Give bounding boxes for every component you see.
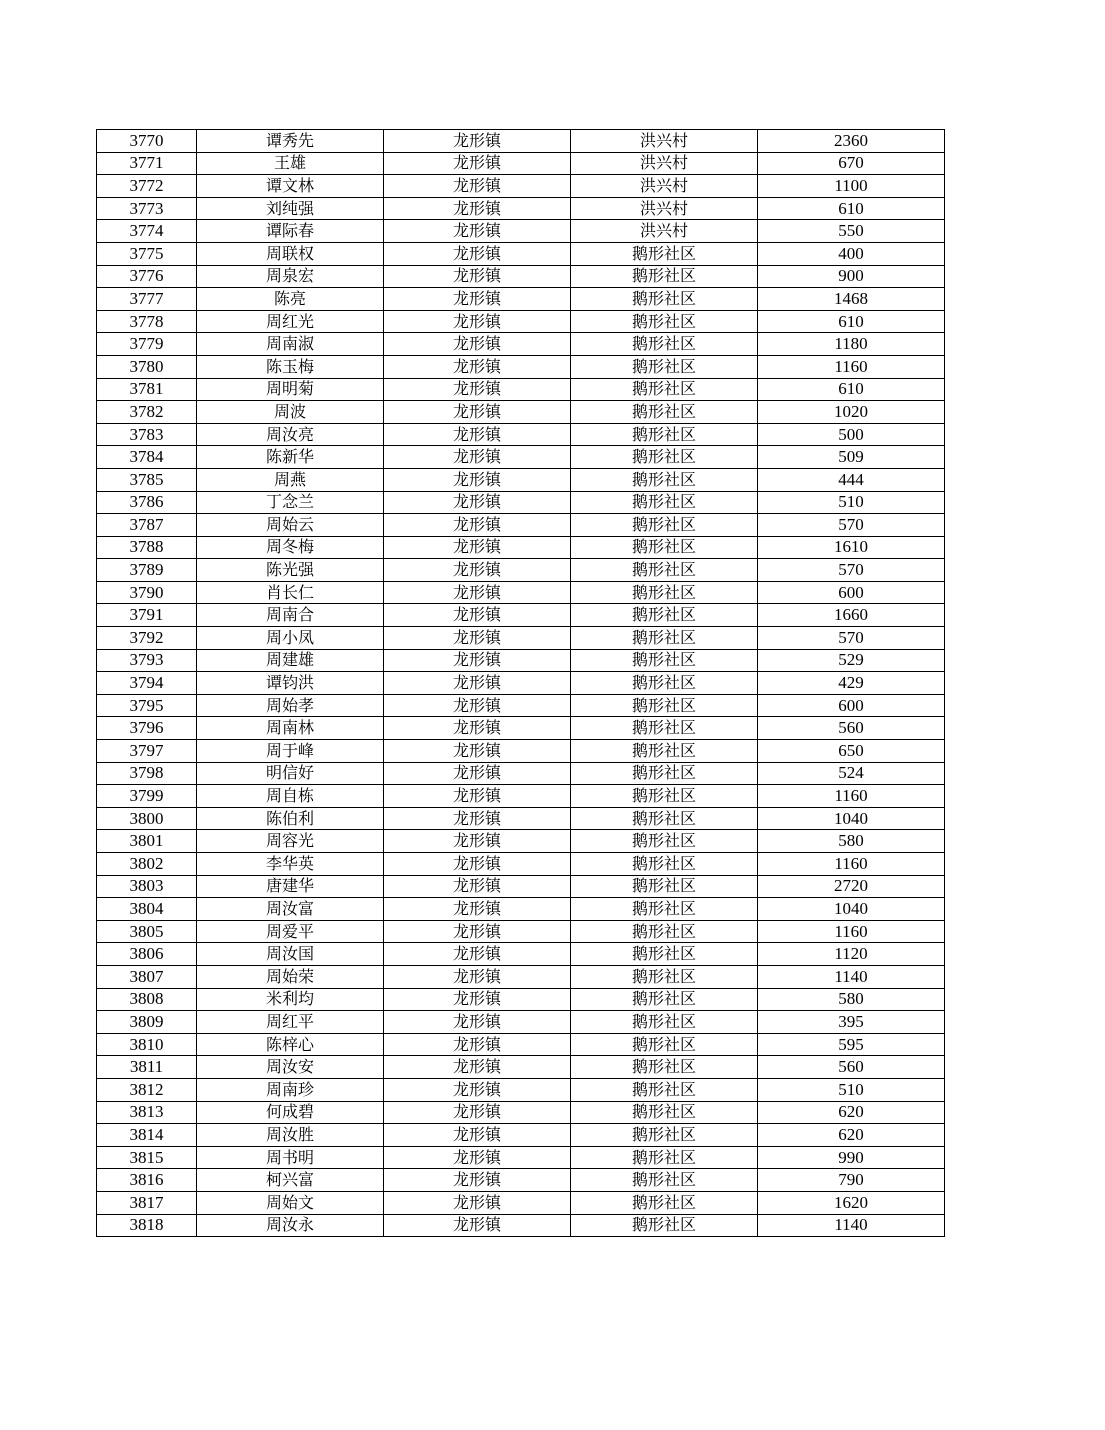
name-cell: 周始文	[197, 1191, 384, 1214]
row-number-cell: 3800	[97, 807, 197, 830]
row-number-cell: 3792	[97, 627, 197, 650]
town-cell: 龙形镇	[384, 830, 571, 853]
amount-cell: 1140	[758, 965, 945, 988]
row-number-cell: 3784	[97, 446, 197, 469]
amount-cell: 670	[758, 152, 945, 175]
village-cell: 鹅形社区	[571, 785, 758, 808]
table-row	[97, 853, 945, 876]
name-cell: 周自栋	[197, 785, 384, 808]
name-cell: 周小凤	[197, 627, 384, 650]
town-cell: 龙形镇	[384, 1078, 571, 1101]
amount-cell: 570	[758, 559, 945, 582]
village-cell: 鹅形社区	[571, 762, 758, 785]
name-cell: 陈亮	[197, 288, 384, 311]
name-cell: 周汝胜	[197, 1124, 384, 1147]
row-number-cell: 3781	[97, 378, 197, 401]
amount-cell: 610	[758, 378, 945, 401]
table-row	[97, 1124, 945, 1147]
name-cell: 肖长仁	[197, 581, 384, 604]
row-number-cell: 3780	[97, 355, 197, 378]
town-cell: 龙形镇	[384, 242, 571, 265]
table-row	[97, 242, 945, 265]
table-row	[97, 604, 945, 627]
row-number-cell: 3814	[97, 1124, 197, 1147]
name-cell: 陈新华	[197, 446, 384, 469]
table-row	[97, 965, 945, 988]
village-cell: 鹅形社区	[571, 1011, 758, 1034]
amount-cell: 524	[758, 762, 945, 785]
table-row	[97, 694, 945, 717]
row-number-cell: 3794	[97, 672, 197, 695]
table-row	[97, 1033, 945, 1056]
amount-cell: 600	[758, 581, 945, 604]
table-row	[97, 1101, 945, 1124]
row-number-cell: 3810	[97, 1033, 197, 1056]
row-number-cell: 3809	[97, 1011, 197, 1034]
row-number-cell: 3790	[97, 581, 197, 604]
row-number-cell: 3818	[97, 1214, 197, 1237]
amount-cell: 1620	[758, 1191, 945, 1214]
town-cell: 龙形镇	[384, 288, 571, 311]
village-cell: 鹅形社区	[571, 875, 758, 898]
name-cell: 周南珍	[197, 1078, 384, 1101]
village-cell: 鹅形社区	[571, 1146, 758, 1169]
table-body	[97, 130, 945, 1237]
name-cell: 周始孝	[197, 694, 384, 717]
village-cell: 鹅形社区	[571, 514, 758, 537]
row-number-cell: 3786	[97, 491, 197, 514]
amount-cell: 2720	[758, 875, 945, 898]
amount-cell: 620	[758, 1101, 945, 1124]
row-number-cell: 3779	[97, 333, 197, 356]
table-row	[97, 423, 945, 446]
town-cell: 龙形镇	[384, 1033, 571, 1056]
amount-cell: 400	[758, 242, 945, 265]
village-cell: 鹅形社区	[571, 288, 758, 311]
town-cell: 龙形镇	[384, 740, 571, 763]
table-row	[97, 1191, 945, 1214]
table-row	[97, 288, 945, 311]
row-number-cell: 3787	[97, 514, 197, 537]
amount-cell: 395	[758, 1011, 945, 1034]
row-number-cell: 3811	[97, 1056, 197, 1079]
village-cell: 鹅形社区	[571, 965, 758, 988]
table-row	[97, 920, 945, 943]
town-cell: 龙形镇	[384, 1214, 571, 1237]
town-cell: 龙形镇	[384, 627, 571, 650]
name-cell: 周始荣	[197, 965, 384, 988]
amount-cell: 1160	[758, 355, 945, 378]
name-cell: 刘纯强	[197, 197, 384, 220]
village-cell: 鹅形社区	[571, 694, 758, 717]
name-cell: 柯兴富	[197, 1169, 384, 1192]
table-row	[97, 446, 945, 469]
row-number-cell: 3808	[97, 988, 197, 1011]
amount-cell: 560	[758, 1056, 945, 1079]
village-cell: 鹅形社区	[571, 807, 758, 830]
town-cell: 龙形镇	[384, 1101, 571, 1124]
amount-cell: 429	[758, 672, 945, 695]
town-cell: 龙形镇	[384, 875, 571, 898]
town-cell: 龙形镇	[384, 672, 571, 695]
town-cell: 龙形镇	[384, 694, 571, 717]
amount-cell: 1100	[758, 175, 945, 198]
amount-cell: 500	[758, 423, 945, 446]
village-cell: 鹅形社区	[571, 1101, 758, 1124]
row-number-cell: 3817	[97, 1191, 197, 1214]
name-cell: 周始云	[197, 514, 384, 537]
town-cell: 龙形镇	[384, 333, 571, 356]
village-cell: 鹅形社区	[571, 898, 758, 921]
town-cell: 龙形镇	[384, 378, 571, 401]
town-cell: 龙形镇	[384, 604, 571, 627]
village-cell: 鹅形社区	[571, 853, 758, 876]
name-cell: 周明菊	[197, 378, 384, 401]
table-row	[97, 468, 945, 491]
row-number-cell: 3813	[97, 1101, 197, 1124]
name-cell: 明信好	[197, 762, 384, 785]
table-row	[97, 220, 945, 243]
name-cell: 周汝安	[197, 1056, 384, 1079]
name-cell: 周建雄	[197, 649, 384, 672]
village-cell: 鹅形社区	[571, 491, 758, 514]
town-cell: 龙形镇	[384, 965, 571, 988]
amount-cell: 1180	[758, 333, 945, 356]
name-cell: 周于峰	[197, 740, 384, 763]
village-cell: 洪兴村	[571, 130, 758, 153]
name-cell: 何成碧	[197, 1101, 384, 1124]
village-cell: 鹅形社区	[571, 559, 758, 582]
row-number-cell: 3793	[97, 649, 197, 672]
table-row	[97, 559, 945, 582]
village-cell: 鹅形社区	[571, 401, 758, 424]
village-cell: 鹅形社区	[571, 1169, 758, 1192]
table-row	[97, 1146, 945, 1169]
town-cell: 龙形镇	[384, 1146, 571, 1169]
town-cell: 龙形镇	[384, 1056, 571, 1079]
table-row	[97, 175, 945, 198]
town-cell: 龙形镇	[384, 1011, 571, 1034]
name-cell: 谭际春	[197, 220, 384, 243]
table-row	[97, 807, 945, 830]
name-cell: 周红平	[197, 1011, 384, 1034]
row-number-cell: 3807	[97, 965, 197, 988]
table-row	[97, 491, 945, 514]
row-number-cell: 3771	[97, 152, 197, 175]
town-cell: 龙形镇	[384, 197, 571, 220]
village-cell: 鹅形社区	[571, 446, 758, 469]
table-row	[97, 898, 945, 921]
name-cell: 周容光	[197, 830, 384, 853]
amount-cell: 1468	[758, 288, 945, 311]
row-number-cell: 3783	[97, 423, 197, 446]
name-cell: 周爱平	[197, 920, 384, 943]
amount-cell: 650	[758, 740, 945, 763]
town-cell: 龙形镇	[384, 785, 571, 808]
table-row	[97, 762, 945, 785]
amount-cell: 570	[758, 514, 945, 537]
row-number-cell: 3789	[97, 559, 197, 582]
town-cell: 龙形镇	[384, 355, 571, 378]
row-number-cell: 3791	[97, 604, 197, 627]
table-row	[97, 943, 945, 966]
amount-cell: 444	[758, 468, 945, 491]
amount-cell: 1660	[758, 604, 945, 627]
name-cell: 谭钧洪	[197, 672, 384, 695]
name-cell: 谭文林	[197, 175, 384, 198]
village-cell: 鹅形社区	[571, 1191, 758, 1214]
village-cell: 鹅形社区	[571, 1214, 758, 1237]
village-cell: 鹅形社区	[571, 627, 758, 650]
village-cell: 鹅形社区	[571, 423, 758, 446]
amount-cell: 560	[758, 717, 945, 740]
table-row	[97, 378, 945, 401]
amount-cell: 580	[758, 830, 945, 853]
amount-cell: 510	[758, 1078, 945, 1101]
row-number-cell: 3775	[97, 242, 197, 265]
town-cell: 龙形镇	[384, 988, 571, 1011]
name-cell: 周南淑	[197, 333, 384, 356]
table-row	[97, 740, 945, 763]
row-number-cell: 3803	[97, 875, 197, 898]
name-cell: 周冬梅	[197, 536, 384, 559]
town-cell: 龙形镇	[384, 265, 571, 288]
row-number-cell: 3801	[97, 830, 197, 853]
table-row	[97, 988, 945, 1011]
village-cell: 鹅形社区	[571, 830, 758, 853]
table-row	[97, 536, 945, 559]
village-cell: 鹅形社区	[571, 242, 758, 265]
table-row	[97, 401, 945, 424]
row-number-cell: 3776	[97, 265, 197, 288]
village-cell: 鹅形社区	[571, 378, 758, 401]
name-cell: 周南合	[197, 604, 384, 627]
row-number-cell: 3804	[97, 898, 197, 921]
amount-cell: 1040	[758, 807, 945, 830]
town-cell: 龙形镇	[384, 468, 571, 491]
town-cell: 龙形镇	[384, 581, 571, 604]
village-cell: 鹅形社区	[571, 740, 758, 763]
town-cell: 龙形镇	[384, 310, 571, 333]
row-number-cell: 3772	[97, 175, 197, 198]
table-row	[97, 310, 945, 333]
row-number-cell: 3816	[97, 1169, 197, 1192]
amount-cell: 990	[758, 1146, 945, 1169]
row-number-cell: 3773	[97, 197, 197, 220]
amount-cell: 790	[758, 1169, 945, 1192]
amount-cell: 509	[758, 446, 945, 469]
amount-cell: 1040	[758, 898, 945, 921]
table-row	[97, 355, 945, 378]
table-row	[97, 333, 945, 356]
data-table	[96, 129, 945, 1237]
row-number-cell: 3798	[97, 762, 197, 785]
name-cell: 周南林	[197, 717, 384, 740]
town-cell: 龙形镇	[384, 762, 571, 785]
amount-cell: 1160	[758, 785, 945, 808]
town-cell: 龙形镇	[384, 649, 571, 672]
town-cell: 龙形镇	[384, 717, 571, 740]
row-number-cell: 3785	[97, 468, 197, 491]
row-number-cell: 3777	[97, 288, 197, 311]
town-cell: 龙形镇	[384, 152, 571, 175]
name-cell: 陈玉梅	[197, 355, 384, 378]
village-cell: 鹅形社区	[571, 604, 758, 627]
name-cell: 周泉宏	[197, 265, 384, 288]
name-cell: 周联权	[197, 242, 384, 265]
amount-cell: 2360	[758, 130, 945, 153]
amount-cell: 620	[758, 1124, 945, 1147]
amount-cell: 1160	[758, 920, 945, 943]
amount-cell: 595	[758, 1033, 945, 1056]
town-cell: 龙形镇	[384, 401, 571, 424]
name-cell: 王雄	[197, 152, 384, 175]
row-number-cell: 3815	[97, 1146, 197, 1169]
town-cell: 龙形镇	[384, 423, 571, 446]
name-cell: 陈梓心	[197, 1033, 384, 1056]
amount-cell: 510	[758, 491, 945, 514]
table-row	[97, 649, 945, 672]
village-cell: 鹅形社区	[571, 1078, 758, 1101]
row-number-cell: 3799	[97, 785, 197, 808]
name-cell: 周汝亮	[197, 423, 384, 446]
table-row	[97, 130, 945, 153]
village-cell: 洪兴村	[571, 175, 758, 198]
row-number-cell: 3805	[97, 920, 197, 943]
table-row	[97, 717, 945, 740]
village-cell: 鹅形社区	[571, 333, 758, 356]
village-cell: 洪兴村	[571, 152, 758, 175]
village-cell: 鹅形社区	[571, 1033, 758, 1056]
amount-cell: 1160	[758, 853, 945, 876]
town-cell: 龙形镇	[384, 446, 571, 469]
row-number-cell: 3795	[97, 694, 197, 717]
amount-cell: 1610	[758, 536, 945, 559]
amount-cell: 900	[758, 265, 945, 288]
village-cell: 鹅形社区	[571, 468, 758, 491]
town-cell: 龙形镇	[384, 807, 571, 830]
name-cell: 周书明	[197, 1146, 384, 1169]
table-row	[97, 627, 945, 650]
village-cell: 鹅形社区	[571, 1056, 758, 1079]
town-cell: 龙形镇	[384, 920, 571, 943]
name-cell: 李华英	[197, 853, 384, 876]
amount-cell: 1120	[758, 943, 945, 966]
amount-cell: 600	[758, 694, 945, 717]
village-cell: 鹅形社区	[571, 355, 758, 378]
table-row	[97, 197, 945, 220]
row-number-cell: 3802	[97, 853, 197, 876]
table-row	[97, 1214, 945, 1237]
name-cell: 唐建华	[197, 875, 384, 898]
row-number-cell: 3797	[97, 740, 197, 763]
village-cell: 鹅形社区	[571, 649, 758, 672]
row-number-cell: 3778	[97, 310, 197, 333]
row-number-cell: 3788	[97, 536, 197, 559]
row-number-cell: 3770	[97, 130, 197, 153]
row-number-cell: 3796	[97, 717, 197, 740]
name-cell: 陈光强	[197, 559, 384, 582]
name-cell: 周汝富	[197, 898, 384, 921]
amount-cell: 529	[758, 649, 945, 672]
name-cell: 周汝国	[197, 943, 384, 966]
town-cell: 龙形镇	[384, 514, 571, 537]
table-row	[97, 514, 945, 537]
row-number-cell: 3812	[97, 1078, 197, 1101]
amount-cell: 580	[758, 988, 945, 1011]
table-row	[97, 265, 945, 288]
town-cell: 龙形镇	[384, 853, 571, 876]
village-cell: 鹅形社区	[571, 265, 758, 288]
village-cell: 洪兴村	[571, 220, 758, 243]
village-cell: 鹅形社区	[571, 988, 758, 1011]
name-cell: 陈伯利	[197, 807, 384, 830]
village-cell: 鹅形社区	[571, 943, 758, 966]
amount-cell: 570	[758, 627, 945, 650]
table-row	[97, 1169, 945, 1192]
table-row	[97, 785, 945, 808]
village-cell: 鹅形社区	[571, 536, 758, 559]
name-cell: 周红光	[197, 310, 384, 333]
table-row	[97, 875, 945, 898]
table-row	[97, 672, 945, 695]
table-row	[97, 1056, 945, 1079]
village-cell: 鹅形社区	[571, 717, 758, 740]
village-cell: 鹅形社区	[571, 581, 758, 604]
amount-cell: 1140	[758, 1214, 945, 1237]
name-cell: 谭秀先	[197, 130, 384, 153]
town-cell: 龙形镇	[384, 175, 571, 198]
town-cell: 龙形镇	[384, 943, 571, 966]
table-row	[97, 1011, 945, 1034]
name-cell: 周燕	[197, 468, 384, 491]
village-cell: 鹅形社区	[571, 310, 758, 333]
table-row	[97, 581, 945, 604]
town-cell: 龙形镇	[384, 491, 571, 514]
amount-cell: 1020	[758, 401, 945, 424]
village-cell: 鹅形社区	[571, 672, 758, 695]
town-cell: 龙形镇	[384, 220, 571, 243]
town-cell: 龙形镇	[384, 1169, 571, 1192]
village-cell: 鹅形社区	[571, 920, 758, 943]
row-number-cell: 3774	[97, 220, 197, 243]
amount-cell: 550	[758, 220, 945, 243]
name-cell: 周波	[197, 401, 384, 424]
town-cell: 龙形镇	[384, 898, 571, 921]
table-row	[97, 830, 945, 853]
town-cell: 龙形镇	[384, 130, 571, 153]
name-cell: 周汝永	[197, 1214, 384, 1237]
town-cell: 龙形镇	[384, 536, 571, 559]
table-row	[97, 152, 945, 175]
village-cell: 洪兴村	[571, 197, 758, 220]
row-number-cell: 3806	[97, 943, 197, 966]
town-cell: 龙形镇	[384, 1124, 571, 1147]
village-cell: 鹅形社区	[571, 1124, 758, 1147]
name-cell: 米利均	[197, 988, 384, 1011]
amount-cell: 610	[758, 310, 945, 333]
table-row	[97, 1078, 945, 1101]
town-cell: 龙形镇	[384, 559, 571, 582]
row-number-cell: 3782	[97, 401, 197, 424]
amount-cell: 610	[758, 197, 945, 220]
town-cell: 龙形镇	[384, 1191, 571, 1214]
name-cell: 丁念兰	[197, 491, 384, 514]
